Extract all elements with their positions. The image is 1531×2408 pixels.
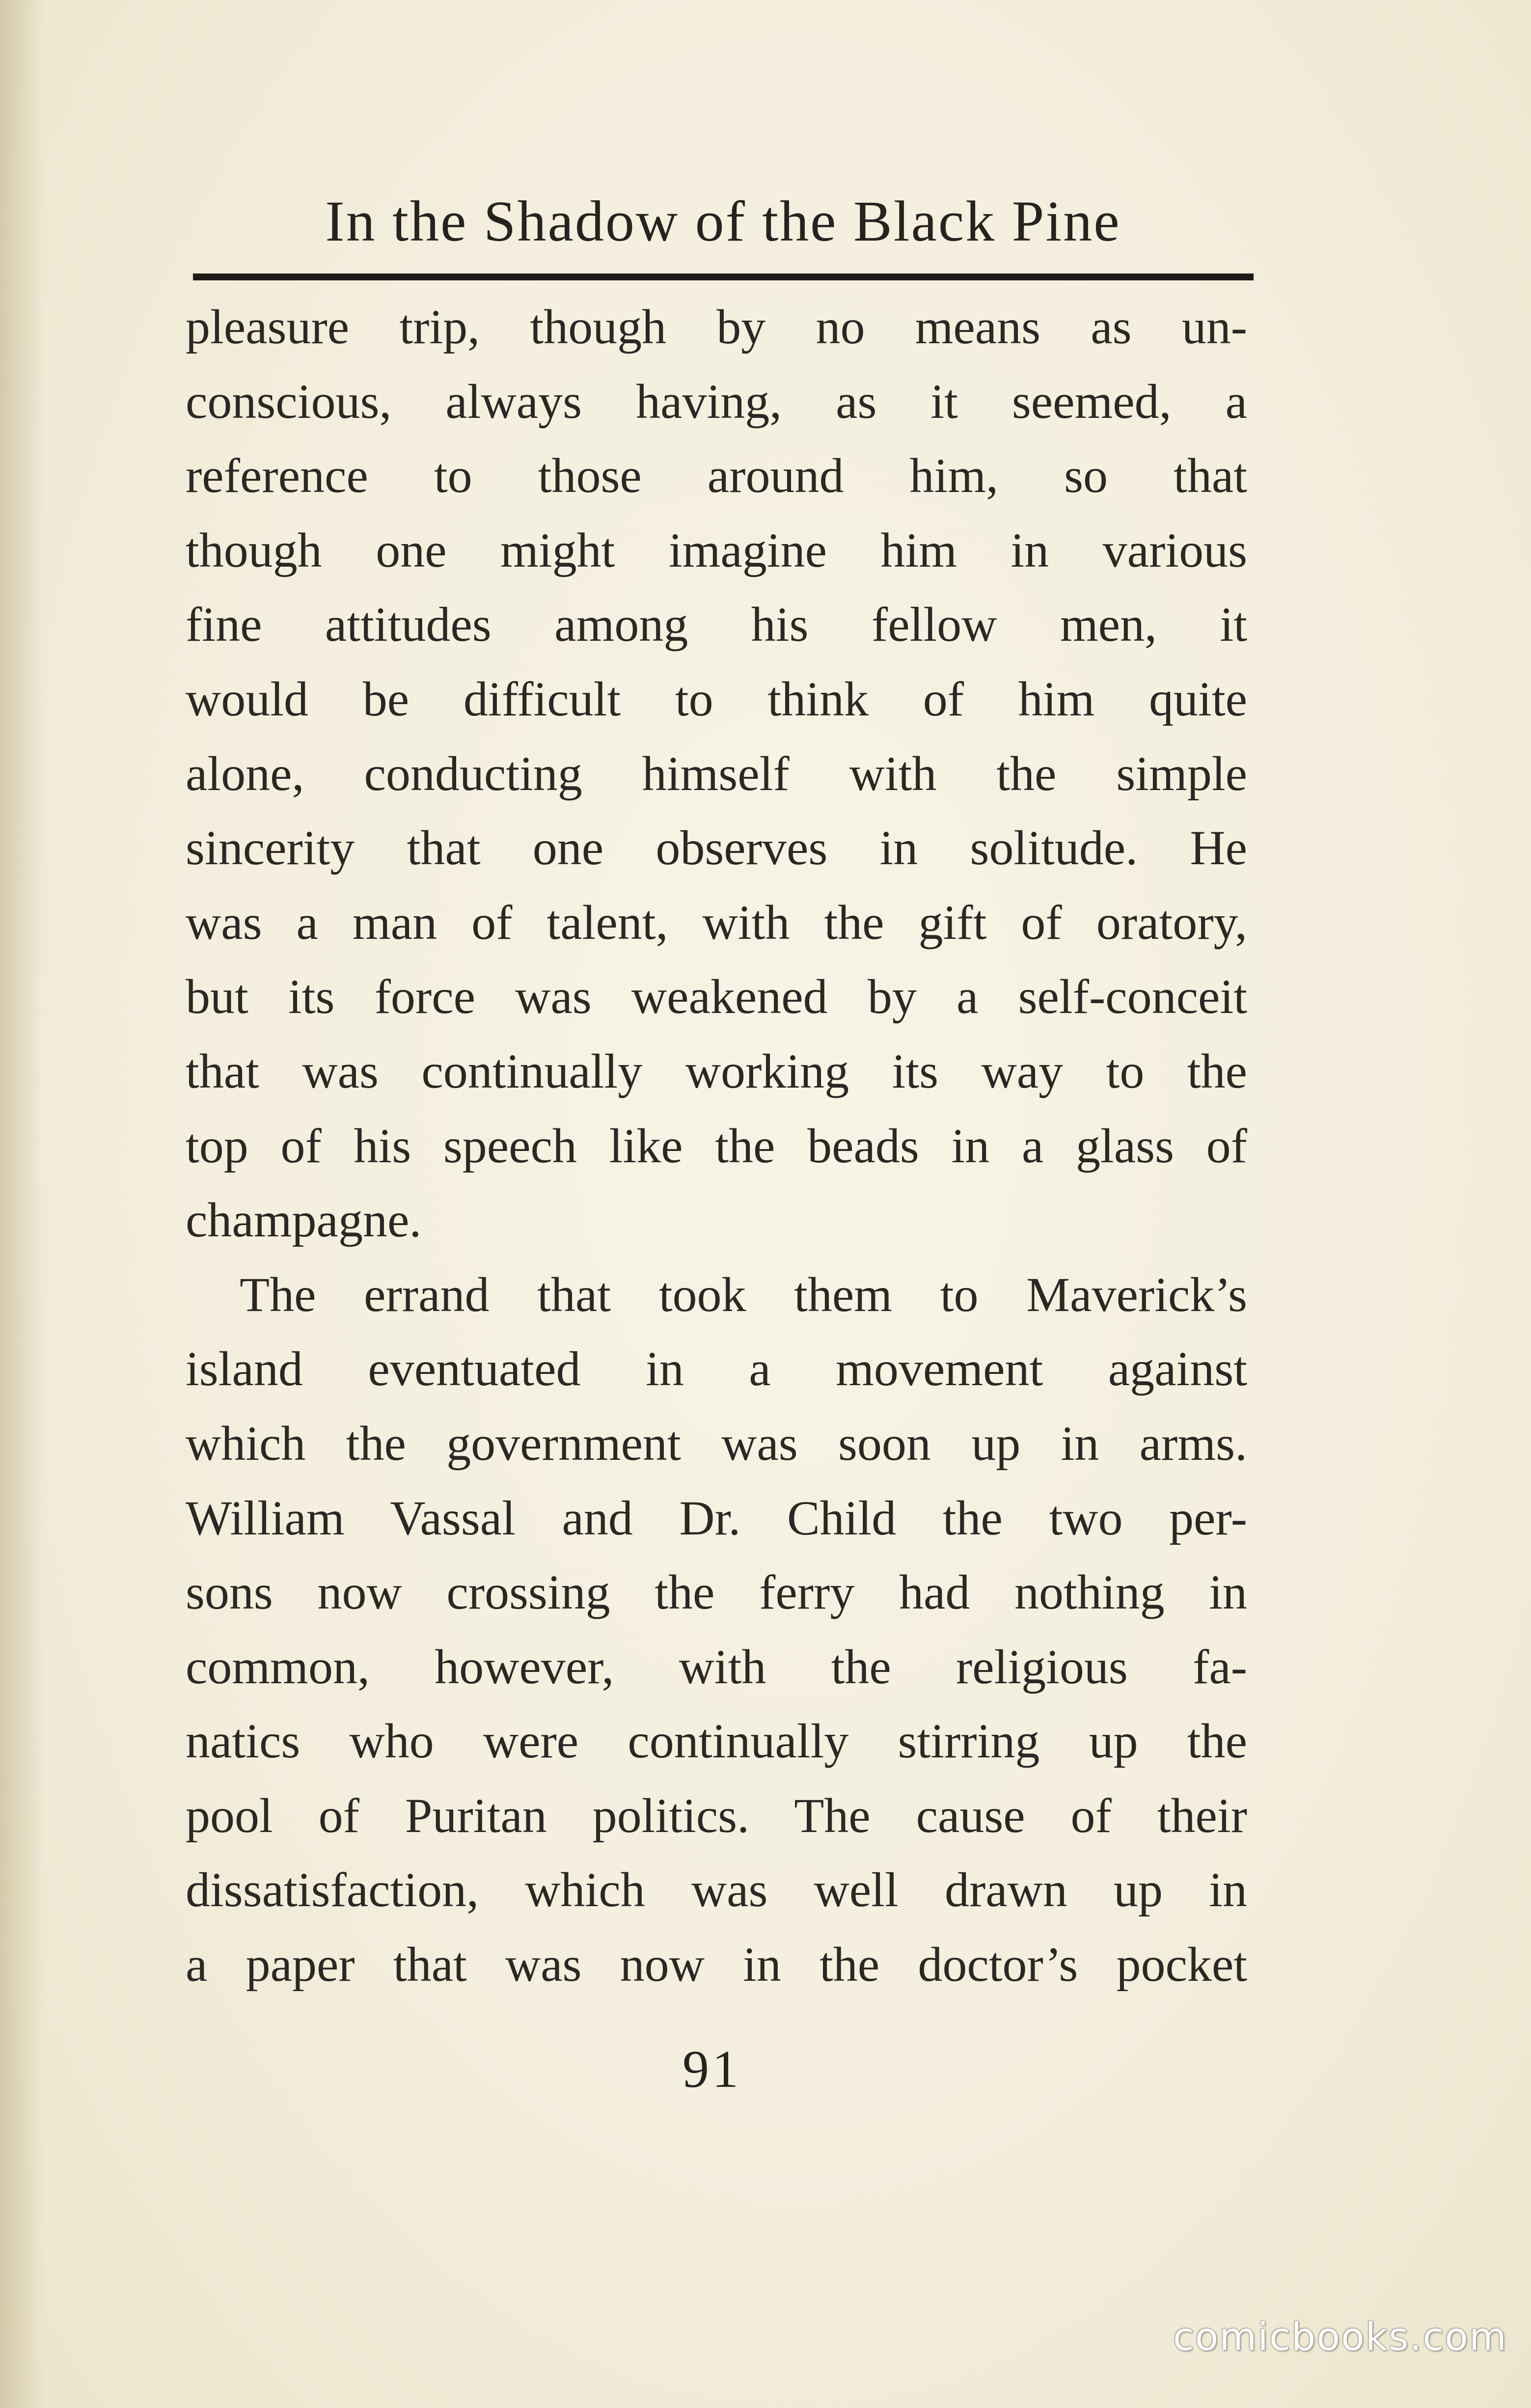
text-line: alone, conducting himself with the simple <box>186 746 1247 801</box>
text-line: but its force was weakened by a self-conceit <box>186 969 1247 1024</box>
text-line: though one might imagine him in various <box>186 522 1247 577</box>
watermark: comicbooks.com <box>1173 2315 1507 2359</box>
text-line: a paper that was now in the doctor’s pocket <box>186 1937 1247 1992</box>
text-line: pool of Puritan politics. The cause of their <box>186 1788 1247 1843</box>
text-line: champagne. <box>186 1193 422 1248</box>
text-line: The errand that took them to Maverick’s <box>240 1267 1247 1322</box>
text-line: dissatisfaction, which was well drawn up in <box>186 1862 1247 1917</box>
text-line: top of his speech like the beads in a glass of <box>186 1118 1247 1173</box>
text-line: William Vassal and Dr. Child the two per- <box>186 1490 1247 1545</box>
page-number: 91 <box>683 2040 741 2099</box>
text-line: natics who were continually stirring up the <box>186 1714 1247 1769</box>
text-line: reference to those around him, so that <box>186 448 1247 503</box>
text-line: island eventuated in a movement against <box>186 1341 1247 1396</box>
text-line: which the government was soon up in arms. <box>186 1416 1247 1471</box>
text-line: conscious, always having, as it seemed, a <box>186 374 1247 429</box>
text-line: sons now crossing the ferry had nothing in <box>186 1565 1247 1620</box>
text-line: that was continually working its way to the <box>186 1043 1247 1098</box>
running-head: In the Shadow of the Black Pine <box>325 189 1121 253</box>
text-line: would be difficult to think of him quite <box>186 671 1247 726</box>
text-line: pleasure trip, though by no means as un- <box>186 300 1247 354</box>
binding-shadow <box>0 0 44 2408</box>
text-line: fine attitudes among his fellow men, it <box>186 597 1247 652</box>
header-rule <box>193 274 1254 280</box>
text-line: sincerity that one observes in solitude. He <box>186 821 1247 876</box>
body-text <box>186 290 1247 2002</box>
text-line: was a man of talent, with the gift of oratory, <box>186 895 1247 950</box>
text-line: common, however, with the religious fa- <box>186 1639 1247 1694</box>
